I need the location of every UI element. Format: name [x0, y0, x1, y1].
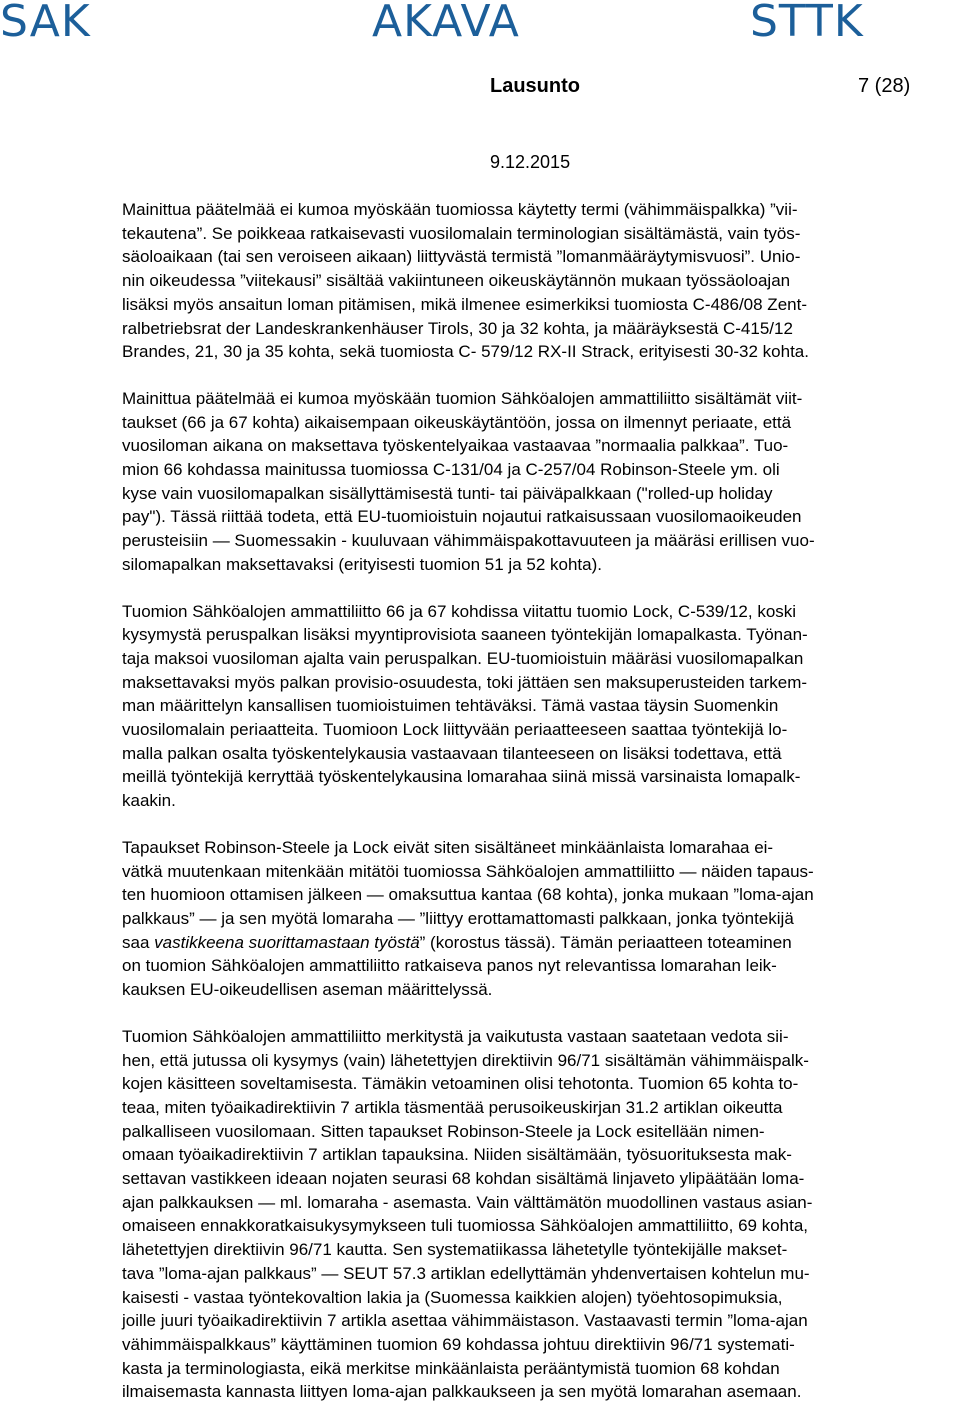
text-segment: meillä työntekijä kerryttää työskentelykausina lomarahaa siinä missä varsinaista lomapalk-	[122, 767, 801, 787]
text-segment: vuosilomalain periaatteita. Tuomioon Lock liittyvään periaatteeseen saattaa työntekijä lo-	[122, 720, 788, 740]
text-line	[122, 623, 960, 647]
document-body	[122, 198, 960, 1427]
text-line	[122, 1238, 960, 1262]
text-segment: tekautena”. Se poikkeaa ratkaisevasti vuosilomalain terminologian sisältämästä, vain työs-	[122, 223, 801, 243]
text-segment: säoloaikaan (tai sen veroiseen aikaan) liittyvästä termistä ”lomanmääräytymisvuosi”. Unio-	[122, 247, 801, 267]
text-segment: ” (korostus tässä). Tämän periaatteen toteaminen	[419, 932, 792, 952]
text-segment: ten huomioon ottamisen jälkeen — omaksuttua kantaa (68 kohta), jonka mukaan ”loma-ajan	[122, 885, 814, 905]
text-segment: kaakin.	[122, 791, 176, 811]
text-segment: Brandes, 21, 30 ja 35 kohta, sekä tuomiosta C- 579/12 RX-II Strack, erityisesti 30-32 kohta.	[122, 342, 809, 362]
text-segment: vuosiloman aikana on maksettava työskentelyaikaa vastaavaa ”normaalia palkkaa”. Tuo-	[122, 436, 789, 456]
text-segment: omaiseen ennakkoratkaisukysymykseen tuli tuomiossa Sähköalojen ammattiliitto, 69 kohta,	[122, 1216, 809, 1236]
paragraph	[122, 198, 960, 364]
text-line	[122, 600, 960, 624]
text-line	[122, 482, 960, 506]
logo-akava: AKAVA	[372, 0, 520, 47]
text-line	[122, 1286, 960, 1310]
text-line	[122, 1380, 960, 1404]
text-line	[122, 198, 960, 222]
text-segment: taukset (66 ja 67 kohta) aikaisempaan oikeuskäytäntöön, jossa on ilmennyt periaate, että	[122, 412, 792, 432]
text-segment: Mainittua päätelmää ei kumoa myöskään tuomiossa käytetty termi (vähimmäispalkka) ”vii-	[122, 200, 798, 219]
text-line	[122, 718, 960, 742]
text-line	[122, 1049, 960, 1073]
text-line	[122, 458, 960, 482]
text-line	[122, 1191, 960, 1215]
text-line	[122, 1309, 960, 1333]
text-segment: kyse vain vuosilomapalkan sisällyttämisestä tunti- tai päiväpalkkaan ("rolled-up holiday	[122, 483, 773, 503]
text-line	[122, 222, 960, 246]
text-line	[122, 907, 960, 931]
text-segment: omaan työaikadirektiivin 7 artiklan tapauksina. Niiden sisältämään, työsuorituksesta mak-	[122, 1145, 792, 1165]
text-line	[122, 387, 960, 411]
text-segment: Tuomion Sähköalojen ammattiliitto 66 ja 67 kohdissa viitattu tuomio Lock, C-539/12, koski	[122, 601, 797, 621]
text-line	[122, 954, 960, 978]
text-segment: man määrittelyn kansallisen tuomioistuimen tehtäväksi. Tämä vastaa täysin Suomenkin	[122, 696, 779, 716]
text-line	[122, 1333, 960, 1357]
text-line	[122, 883, 960, 907]
text-segment: maksettavaksi myös palkan provisio-osuudesta, toki jättäen sen maksuperusteiden tarkem-	[122, 672, 808, 692]
text-line	[122, 1262, 960, 1286]
text-line	[122, 293, 960, 317]
text-line	[122, 836, 960, 860]
text-line	[122, 1357, 960, 1381]
text-segment: kaisesti - vastaa työntekovaltion lakia ja (Suomessa kaikkien alojen) työehtosopimuksia,	[122, 1287, 783, 1307]
text-segment: ajan palkkauksen — ml. lomaraha - asemasta. Vain välttämätön muodollinen vastaus asian-	[122, 1192, 813, 1212]
text-segment: palkalliseen vuosilomaan. Sitten tapaukset Robinson-Steele ja Lock esitellään nimen-	[122, 1121, 765, 1141]
text-line	[122, 1167, 960, 1191]
text-line	[122, 1072, 960, 1096]
text-line	[122, 269, 960, 293]
text-line	[122, 860, 960, 884]
text-line	[122, 789, 960, 813]
logo-sak: SAK	[0, 0, 91, 47]
text-segment: tava ”loma-ajan palkkaus” — SEUT 57.3 artiklan edellyttämän yhdenvertaisen kohtelun mu-	[122, 1263, 810, 1283]
logo-sttk: STTK	[750, 0, 864, 47]
page-number: 7 (28)	[858, 75, 911, 97]
paragraph	[122, 387, 960, 577]
paragraph	[122, 600, 960, 813]
paragraph	[122, 1025, 960, 1404]
text-segment: ilmaisemasta kannasta liittyen loma-ajan palkkaukseen ja sen myötä lomarahan asemaan.	[122, 1382, 802, 1402]
text-segment: hen, että jutussa oli kysymys (vain) lähetettyjen direktiivin 96/71 sisältämän vähimmäispalk-	[122, 1050, 809, 1070]
text-line	[122, 671, 960, 695]
text-segment: pay"). Tässä riittää todeta, että EU-tuomioistuin nojautui ratkaisussaan vuosilomaoikeuden	[122, 507, 802, 527]
text-segment: malla palkan osalta työskentelykausia vastaavaan tilanteeseen on lisäksi todettava, että	[122, 743, 782, 763]
text-line	[122, 505, 960, 529]
text-segment: lisäksi myös ansaitun loman pitämisen, mikä ilmenee esimerkiksi tuomiosta C-486/08 Zent-	[122, 294, 807, 314]
text-segment: kasta ja terminologiasta, eikä merkitse minkäänlaista perääntymistä tuomion 68 kohdan	[122, 1358, 780, 1378]
text-segment: settavan vastikkeen ideaan nojaten seurasi 68 kohdan sisältämä linjaveto ylipäätään loma-	[122, 1169, 805, 1189]
text-line	[122, 1025, 960, 1049]
text-segment: perusteisiin — Suomessakin - kuuluvaan vähimmäispakottavuuteen ja määräsi erillisen vuo-	[122, 531, 815, 551]
text-line	[122, 245, 960, 269]
text-line	[122, 1096, 960, 1120]
text-segment: kojen käsitteen soveltamisesta. Tämäkin vetoaminen olisi tehotonta. Tuomion 65 kohta to-	[122, 1074, 799, 1094]
text-segment: joille juuri työaikadirektiivin 7 artikla asettaa vähimmäistason. Vastaavasti termin ”loma-ajan	[122, 1311, 808, 1331]
text-segment: palkkaus” — ja sen myötä lomaraha — ”liittyy erottamattomasti palkkaan, jonka työntekijä	[122, 908, 794, 928]
text-segment: Tuomion Sähköalojen ammattiliitto merkitystä ja vaikutusta vastaan saatetaan vedota sii-	[122, 1026, 789, 1046]
text-segment: silomapalkan maksettavaksi (erityisesti tuomion 51 ja 52 kohta).	[122, 554, 602, 574]
text-segment: saa	[122, 932, 155, 952]
emphasized-text: vastikkeena suorittamastaan työstä	[154, 932, 420, 952]
text-line	[122, 317, 960, 341]
text-line	[122, 1214, 960, 1238]
text-segment: vähimmäispalkkaus” käyttäminen tuomion 69 kohdassa johtuu direktiivin 96/71 systemati-	[122, 1334, 795, 1354]
text-line	[122, 1120, 960, 1144]
text-segment: mion 66 kohdassa mainitussa tuomiossa C-131/04 ja C-257/04 Robinson-Steele ym. oli	[122, 460, 780, 480]
text-line	[122, 340, 960, 364]
text-segment: vätkä muutenkaan mitenkään mitätöi tuomiossa Sähköalojen ammattiliitto — näiden tapaus-	[122, 861, 814, 881]
text-line	[122, 978, 960, 1002]
text-segment: kauksen EU-oikeudellisen aseman määrittelyssä.	[122, 980, 493, 1000]
text-segment: teaa, miten työaikadirektiivin 7 artikla täsmentää perusoikeuskirjan 31.2 artiklan oikeutta	[122, 1097, 783, 1117]
text-line	[122, 742, 960, 766]
text-segment: on tuomion Sähköalojen ammattiliitto ratkaiseva panos nyt relevantissa lomarahan leik-	[122, 956, 777, 976]
text-segment: taja maksoi vuosiloman ajalta vain peruspalkan. EU-tuomioistuin määräsi vuosilomapalkan	[122, 648, 804, 668]
document-date: 9.12.2015	[490, 152, 571, 172]
text-segment: ralbetriebsrat der Landeskrankenhäuser Tirols, 30 ja 32 kohta, ja määräyksestä C-415/12	[122, 318, 793, 338]
text-line	[122, 647, 960, 671]
text-line	[122, 765, 960, 789]
paragraph	[122, 836, 960, 1002]
document-type: Lausunto	[490, 75, 580, 97]
text-line	[122, 411, 960, 435]
text-line	[122, 553, 960, 577]
text-segment: kysymystä peruspalkan lisäksi myyntiprovisiota saaneen työntekijän lomapalkasta. Työnan-	[122, 625, 808, 645]
text-segment: Tapaukset Robinson-Steele ja Lock eivät siten sisältäneet minkäänlaista lomarahaa ei-	[122, 837, 774, 857]
text-segment: nin oikeudessa ”viitekausi” sisältää vakiintuneen oikeuskäytännön mukaan työssäoloajan	[122, 271, 791, 291]
text-line	[122, 694, 960, 718]
text-segment: lähetettyjen direktiivin 96/71 kautta. Sen systematiikassa lähetetylle työntekijälle makset-	[122, 1240, 788, 1260]
text-segment: Mainittua päätelmää ei kumoa myöskään tuomion Sähköalojen ammattiliitto sisältämät viit-	[122, 388, 803, 408]
text-line	[122, 434, 960, 458]
text-line	[122, 529, 960, 553]
text-line	[122, 1143, 960, 1167]
text-line	[122, 931, 960, 955]
